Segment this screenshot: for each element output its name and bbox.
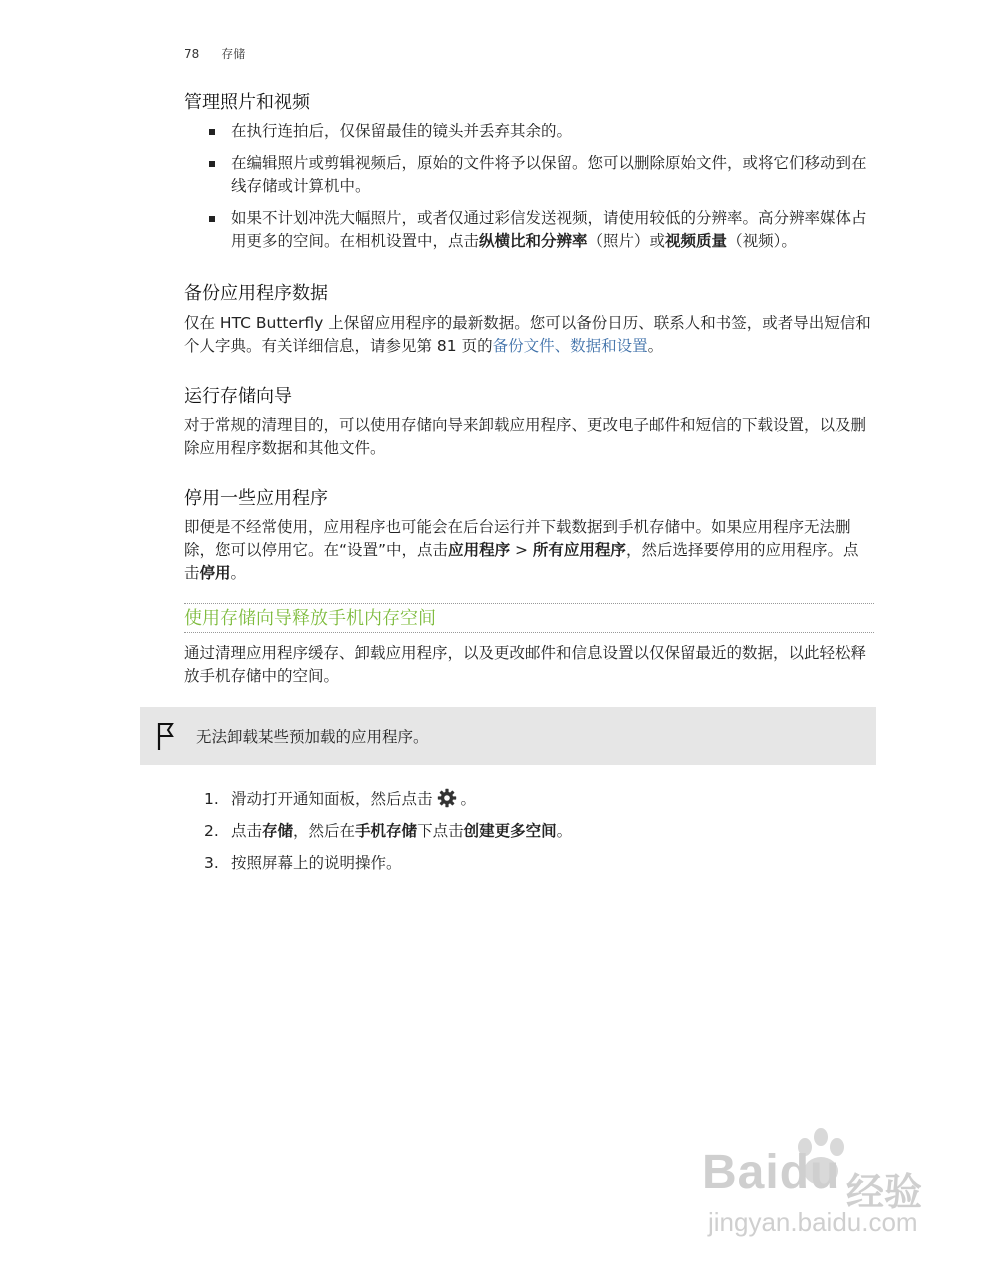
watermark-url: jingyan.baidu.com (708, 1207, 918, 1237)
list-item: 在执行连拍后，仅保留最佳的镜头并丢弃其余的。 (184, 120, 874, 143)
baidu-watermark (700, 1125, 940, 1245)
gear-icon (437, 788, 457, 808)
disable-paragraph: 即便是不经常使用，应用程序也可能会在后台运行并下载数据到手机存储中。如果应用程序无法删除，您可以停用它。在“设置”中，点击应用程序 > 所有应用程序，然后选择要停用的应用程序。点击停用。 (184, 518, 859, 582)
heading-wizard: 运行存储向导 (184, 386, 292, 407)
page-header (184, 45, 245, 62)
backup-link[interactable]: 备份文件、数据和设置 (492, 337, 648, 355)
heading-photos: 管理照片和视频 (184, 92, 310, 113)
flag-icon (156, 721, 178, 751)
list-item: 2. 点击存储，然后在手机存储下点击创建更多空间。 (204, 822, 573, 840)
free-space-paragraph: 通过清理应用程序缓存、卸载应用程序，以及更改邮件和信息设置以仅保留最近的数据，以此轻松释放手机存储中的空间。 (184, 644, 867, 685)
section-name: 存储 (221, 47, 246, 61)
watermark-brand: Baidu (702, 1146, 841, 1199)
heading-free-space: 使用存储向导释放手机内存空间 (184, 603, 874, 633)
list-item: 1. 滑动打开通知面板，然后点击 。 (204, 790, 477, 808)
list-item: 如果不计划冲洗大幅照片，或者仅通过彩信发送视频，请使用较低的分辨率。高分辨率媒体占用更多的空间。在相机设置中，点击纵横比和分辨率（照片）或视频质量（视频）。 (184, 207, 874, 253)
list-item: 在编辑照片或剪辑视频后，原始的文件将予以保留。您可以删除原始文件，或将它们移动到在线存储或计算机中。 (184, 152, 874, 198)
watermark-cn: 经验 (846, 1170, 923, 1214)
list-item: 3. 按照屏幕上的说明操作。 (204, 854, 402, 872)
steps-list (184, 788, 874, 884)
wizard-paragraph: 对于常规的清理目的，可以使用存储向导来卸载应用程序、更改电子邮件和短信的下载设置，以及删除应用程序数据和其他文件。 (184, 416, 867, 457)
page-number: 78 (184, 47, 200, 61)
note-text: 无法卸载某些预加载的应用程序。 (196, 728, 429, 746)
heading-disable: 停用一些应用程序 (184, 488, 328, 509)
note-box (140, 707, 876, 765)
photos-bullet-list (184, 120, 874, 262)
heading-backup: 备份应用程序数据 (184, 283, 328, 304)
backup-paragraph: 仅在 HTC Butterfly 上保留应用程序的最新数据。您可以备份日历、联系人和书签，或者导出短信和个人字典。有关详细信息，请参见第 81 页的备份文件、数据和设置。 (184, 314, 871, 355)
